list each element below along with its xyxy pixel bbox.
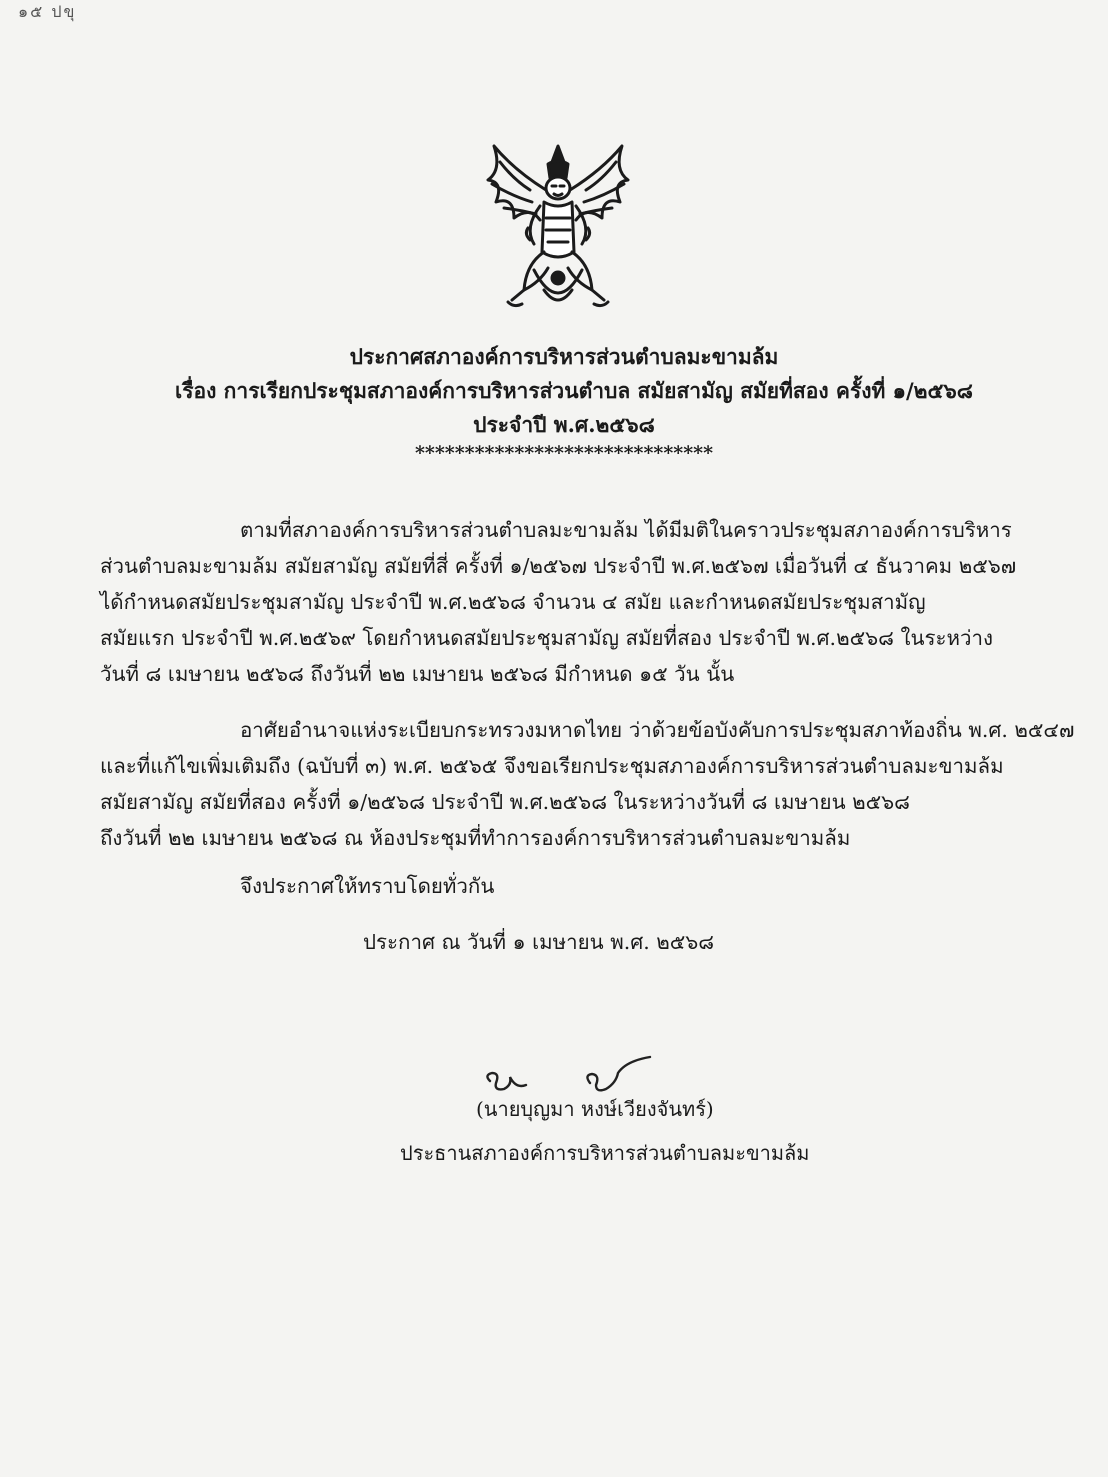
announcement-notice: จึงประกาศให้ทราบโดยทั่วกัน: [240, 874, 495, 898]
paragraph-2: [100, 712, 1075, 856]
paragraph-line: วันที่ ๘ เมษายน ๒๕๖๘ ถึงวันที่ ๒๒ เมษายน ๒๕๖๘ มีกำหนด ๑๕ วัน นั้น: [100, 662, 735, 686]
announcement-year: ประจำปี พ.ศ.๒๕๖๘: [473, 412, 655, 437]
announcement-header: [0, 340, 1108, 464]
signer-title: ประธานสภาองค์การบริหารส่วนตำบลมะขามล้ม: [400, 1141, 810, 1165]
paragraph-line: ส่วนตำบลมะขามล้ม สมัยสามัญ สมัยที่สี่ ครั้งที่ ๑/๒๕๖๗ ประจำปี พ.ศ.๒๕๖๗ เมื่อวันที่ ๔ ธันวาคม ๒๕๖๗: [100, 554, 1017, 578]
paragraph-line: ตามที่สภาองค์การบริหารส่วนตำบลมะขามล้ม ได้มีมติในคราวประชุมสภาองค์การบริหาร: [240, 518, 1012, 542]
separator-stars: ******************************: [414, 442, 714, 464]
paragraph-1: [100, 512, 1040, 692]
corner-mark: ๑๕ ปขุ: [18, 2, 77, 21]
paragraph-line: สมัยแรก ประจำปี พ.ศ.๒๕๖๙ โดยกำหนดสมัยประชุมสามัญ สมัยที่สอง ประจำปี พ.ศ.๒๕๖๘ ในระหว่าง: [100, 626, 994, 650]
garuda-emblem-icon: [474, 140, 642, 320]
paragraph-line: ได้กำหนดสมัยประชุมสามัญ ประจำปี พ.ศ.๒๕๖๘ จำนวน ๔ สมัย และกำหนดสมัยประชุมสามัญ: [100, 590, 926, 614]
announcement-subject: เรื่อง การเรียกประชุมสภาองค์การบริหารส่วนตำบล สมัยสามัญ สมัยที่สอง ครั้งที่ ๑/๒๕๖๘: [175, 378, 973, 403]
paragraph-line: ถึงวันที่ ๒๒ เมษายน ๒๕๖๘ ณ ห้องประชุมที่ทำการองค์การบริหารส่วนตำบลมะขามล้ม: [100, 826, 851, 850]
signer-name: (นายบุญมา หงษ์เวียงจันทร์): [476, 1097, 714, 1121]
announcement-title: ประกาศสภาองค์การบริหารส่วนตำบลมะขามล้ม: [349, 344, 779, 369]
paragraph-line: สมัยสามัญ สมัยที่สอง ครั้งที่ ๑/๒๕๖๘ ประจำปี พ.ศ.๒๕๖๘ ในระหว่างวันที่ ๘ เมษายน ๒๕๖๘: [100, 790, 910, 814]
paragraph-line: และที่แก้ไขเพิ่มเติมถึง (ฉบับที่ ๓) พ.ศ. ๒๕๖๕ จึงขอเรียกประชุมสภาองค์การบริหารส่วนตำบลมะขามล้ม: [100, 754, 1004, 778]
paragraph-line: อาศัยอำนาจแห่งระเบียบกระทรวงมหาดไทย ว่าด้วยข้อบังคับการประชุมสภาท้องถิ่น พ.ศ. ๒๕๔๗: [240, 718, 1075, 742]
announcement-date: ประกาศ ณ วันที่ ๑ เมษายน พ.ศ. ๒๕๖๘: [363, 930, 715, 954]
